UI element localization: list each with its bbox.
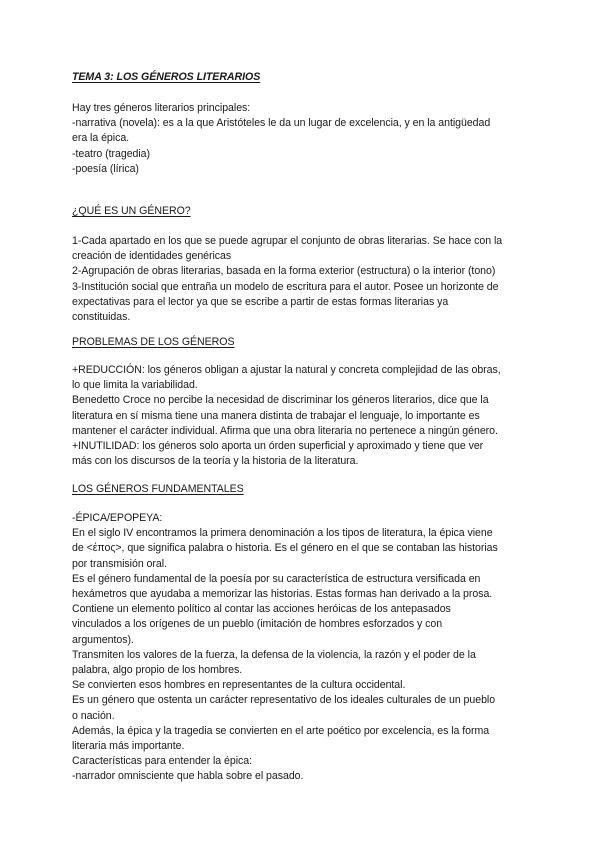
- text-line: Se convierten esos hombres en representantes de la cultura occidental.: [72, 679, 406, 692]
- text-line: más con los discursos de la teoría y la historia de la literatura.: [72, 455, 359, 468]
- section2-paragraph: [72, 363, 542, 469]
- text-line: lo que limita la variabilidad.: [72, 379, 198, 392]
- text-line: Benedetto Croce no percibe la necesidad de discriminar los géneros literarios, dice que la: [72, 394, 489, 407]
- intro-line: Hay tres géneros literarios principales:: [72, 102, 251, 114]
- text-line: literatura en sí misma tiene una manera distinta de trabajar el lenguaje, lo importante es: [72, 409, 480, 422]
- text-line: de <έπος>, que significa palabra o historia. Es el género en el que se contaban las historias: [72, 542, 498, 555]
- text-line: o nación.: [72, 709, 115, 722]
- text-line: palabra, algo propio de los hombres.: [72, 664, 243, 677]
- text-line: 2-Agrupación de obras literarias, basada en la forma exterior (estructura) o la interior (tono): [72, 265, 496, 278]
- section-heading-problemas: [72, 335, 542, 350]
- text-line: Es un género que ostenta un carácter representativo de los ideales culturales de un pueblo: [72, 694, 496, 707]
- text-line: +REDUCCIÓN: los géneros obligan a ajustar la natural y concreta complejidad de las obras,: [72, 364, 501, 376]
- text-line: Transmiten los valores de la fuerza, la defensa de la violencia, la razón y el poder de la: [72, 648, 476, 661]
- text-line: creación de identidades genéricas: [72, 250, 232, 263]
- text-line: mantener el carácter individual. Afirma que una obra literaria no pertenece a ningún género.: [72, 424, 498, 437]
- section-heading: ¿QUÉ ES UN GÉNERO?: [72, 205, 191, 217]
- section-heading-que-es: [72, 204, 542, 219]
- text-line: -ÉPICA/EPOPEYA:: [72, 512, 163, 524]
- section3-paragraph: [72, 511, 542, 785]
- text-line: vinculados a los orígenes de un pueblo (imitación de hombres esforzados y con: [72, 618, 443, 631]
- text-line: Contiene un elemento político al contar las acciones heróicas de los antepasados: [72, 603, 451, 616]
- text-line: Además, la épica y la tragedia se convierten en el arte poético por excelencia, es la forma: [72, 724, 490, 737]
- section1-paragraph: [72, 234, 542, 325]
- intro-line: -narrativa (novela): es a la que Aristóteles le da un lugar de excelencia, y en la antigüedad: [72, 117, 491, 130]
- text-line: +INUTILIDAD: los géneros solo aporta un órden superficial y aproximado y tiene que ver: [72, 440, 484, 453]
- text-line: argumentos).: [72, 633, 134, 646]
- title-block: [72, 70, 542, 85]
- section-heading: PROBLEMAS DE LOS GÉNEROS: [72, 336, 235, 348]
- intro-line: -teatro (tragedia): [72, 147, 150, 160]
- text-line: Características para entender la épica:: [72, 755, 253, 768]
- text-line: En el siglo IV encontramos la primera denominación a los tipos de literatura, la épica viene: [72, 527, 493, 540]
- text-line: por transmisión oral.: [72, 557, 167, 570]
- section-heading: LOS GÉNEROS FUNDAMENTALES: [72, 483, 244, 495]
- intro-line: era la épica.: [72, 132, 130, 145]
- text-line: 1-Cada apartado en los que se puede agrupar el conjunto de obras literarias. Se hace con la: [72, 235, 503, 247]
- text-line: expectativas para el lector ya que se escribe a partir de estas formas literarias ya: [72, 295, 449, 308]
- text-line: Es el género fundamental de la poesía por su característica de estructura versificada en: [72, 572, 481, 585]
- page-title: TEMA 3: LOS GÉNEROS LITERARIOS: [72, 71, 261, 83]
- section-heading-fundamentales: [72, 482, 542, 497]
- text-line: -narrador omnisciente que habla sobre el pasado.: [72, 770, 304, 783]
- intro-paragraph: [72, 101, 542, 177]
- text-line: literaria más importante.: [72, 740, 185, 753]
- text-line: constituidas.: [72, 311, 131, 324]
- text-line: hexámetros que ayudaba a memorizar las historias. Estas formas han derivado a la prosa.: [72, 588, 493, 601]
- intro-line: -poesía (lírica): [72, 162, 139, 175]
- text-line: 3-Institución social que entraña un modelo de escritura para el autor. Posee un horizonte de: [72, 280, 499, 293]
